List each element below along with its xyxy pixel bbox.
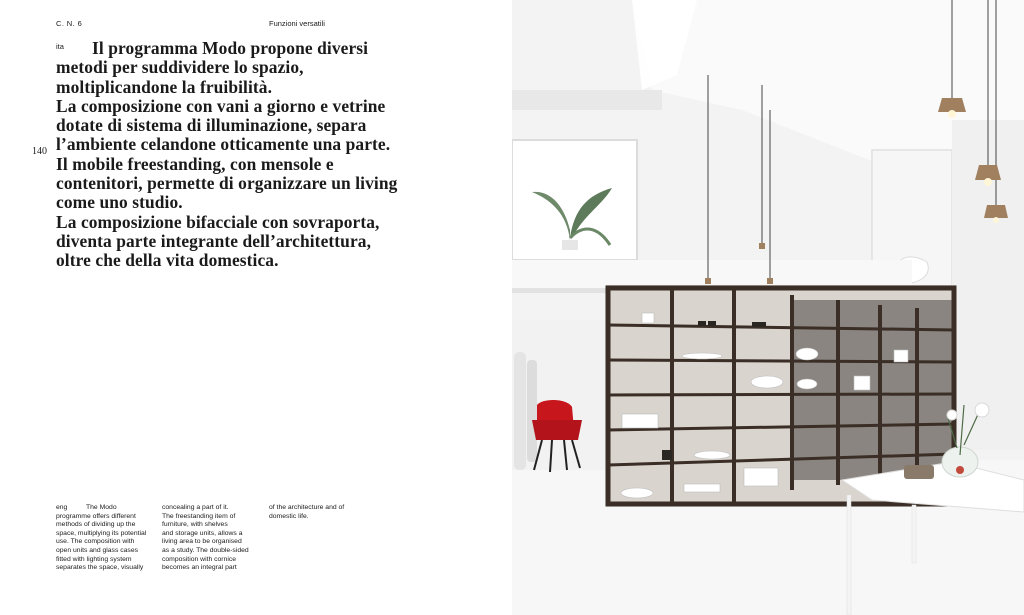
section-title: Funzioni versatili [269,19,325,28]
section-label: C. N. 6 [56,19,83,28]
english-column-3: of the architecture and of domestic life. [269,504,345,520]
italian-paragraph: La composizione bifacciale con sovraporta, diventa parte integrante dell’architettura, oltre che della vita domestica. [56,211,380,271]
page-number: 140 [32,146,47,157]
interior-photo [512,0,1024,615]
living-room-shelving-photo [512,0,1024,615]
italian-paragraph: Il mobile freestanding, con mensole e contenitori, permette di organizzare un living come uno studio. [56,153,398,213]
english-column-1: The Modo programme offers different methods of dividing up the space, multiplying its potential use. The composition with open units and glass cases fitted with lighting system separates the space, visually [56,504,147,572]
italian-body-text [56,39,408,271]
italian-language-tag: ita [56,42,64,51]
italian-paragraph: Il programma Modo propone diversi metodi per suddividere lo spazio, moltiplicandone la fruibilità. [56,38,369,97]
english-language-tag: eng [56,504,68,511]
english-column-2: concealing a part of it. The freestanding item of furniture, with shelves and storage units, allows a living area to be organised as a study. The double-sided composition with cornice becomes an integral part [162,504,249,572]
italian-paragraph: La composizione con vani a giorno e vetrine dotate di sistema di illuminazione, separa l’ambiente celandone otticamente una parte. [56,95,391,155]
